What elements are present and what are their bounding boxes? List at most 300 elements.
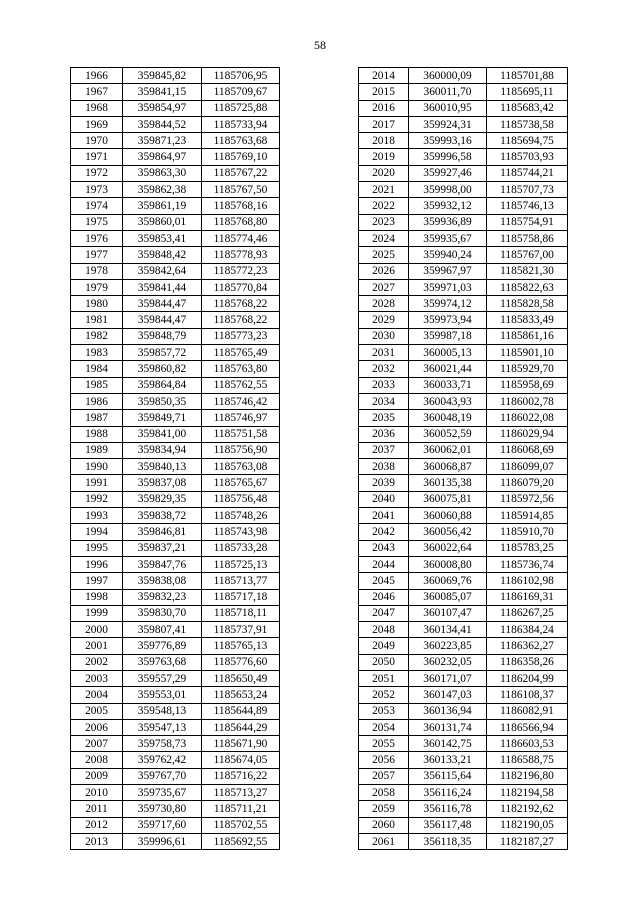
y-coordinate-cell: 1185768,80 <box>202 214 280 230</box>
table-row <box>71 670 280 686</box>
x-coordinate-cell: 359849,71 <box>123 410 202 426</box>
point-number-cell: 2046 <box>359 589 409 605</box>
table-row <box>71 377 280 393</box>
table-row <box>71 459 280 475</box>
x-coordinate-cell: 360056,42 <box>409 524 487 540</box>
y-coordinate-cell: 1185713,27 <box>202 785 280 801</box>
table-row <box>71 817 280 833</box>
y-coordinate-cell: 1182196,80 <box>487 768 568 784</box>
y-coordinate-cell: 1186358,26 <box>487 654 568 670</box>
x-coordinate-cell: 359832,23 <box>123 589 202 605</box>
x-coordinate-cell: 359864,84 <box>123 377 202 393</box>
x-coordinate-cell: 360060,88 <box>409 508 487 524</box>
x-coordinate-cell: 359547,13 <box>123 719 202 735</box>
y-coordinate-cell: 1185733,28 <box>202 540 280 556</box>
table-row <box>71 182 280 198</box>
x-coordinate-cell: 359845,82 <box>123 68 202 84</box>
point-number-cell: 2061 <box>359 833 409 849</box>
point-number-cell: 1990 <box>71 459 123 475</box>
y-coordinate-cell: 1185772,23 <box>202 263 280 279</box>
table-row <box>359 638 568 654</box>
point-number-cell: 1981 <box>71 312 123 328</box>
y-coordinate-cell: 1185770,84 <box>202 279 280 295</box>
x-coordinate-cell: 360171,07 <box>409 670 487 686</box>
point-number-cell: 1972 <box>71 165 123 181</box>
y-coordinate-cell: 1185756,48 <box>202 491 280 507</box>
y-coordinate-cell: 1185725,88 <box>202 100 280 116</box>
point-number-cell: 1989 <box>71 442 123 458</box>
table-row <box>71 768 280 784</box>
point-number-cell: 1998 <box>71 589 123 605</box>
point-number-cell: 2037 <box>359 442 409 458</box>
point-number-cell: 2048 <box>359 622 409 638</box>
x-coordinate-cell: 359846,81 <box>123 524 202 540</box>
point-number-cell: 1994 <box>71 524 123 540</box>
x-coordinate-cell: 359940,24 <box>409 247 487 263</box>
table-row <box>359 133 568 149</box>
x-coordinate-cell: 359971,03 <box>409 279 487 295</box>
x-coordinate-cell: 360022,64 <box>409 540 487 556</box>
x-coordinate-cell: 360033,71 <box>409 377 487 393</box>
y-coordinate-cell: 1186384,24 <box>487 622 568 638</box>
y-coordinate-cell: 1185650,49 <box>202 670 280 686</box>
y-coordinate-cell: 1185778,93 <box>202 247 280 263</box>
table-row <box>71 328 280 344</box>
y-coordinate-cell: 1185783,25 <box>487 540 568 556</box>
point-number-cell: 2057 <box>359 768 409 784</box>
table-row <box>71 198 280 214</box>
y-coordinate-cell: 1185776,60 <box>202 654 280 670</box>
y-coordinate-cell: 1182190,05 <box>487 817 568 833</box>
y-coordinate-cell: 1185692,55 <box>202 833 280 849</box>
x-coordinate-cell: 359829,35 <box>123 491 202 507</box>
y-coordinate-cell: 1185773,23 <box>202 328 280 344</box>
x-coordinate-cell: 360133,21 <box>409 752 487 768</box>
x-coordinate-cell: 360142,75 <box>409 736 487 752</box>
table-row <box>359 247 568 263</box>
x-coordinate-cell: 359841,15 <box>123 84 202 100</box>
point-number-cell: 1976 <box>71 230 123 246</box>
point-number-cell: 2054 <box>359 719 409 735</box>
x-coordinate-cell: 360147,03 <box>409 687 487 703</box>
x-coordinate-cell: 356115,64 <box>409 768 487 784</box>
x-coordinate-cell: 359850,35 <box>123 393 202 409</box>
point-number-cell: 1979 <box>71 279 123 295</box>
x-coordinate-cell: 360075,81 <box>409 491 487 507</box>
x-coordinate-cell: 360069,76 <box>409 573 487 589</box>
x-coordinate-cell: 360223,85 <box>409 638 487 654</box>
point-number-cell: 2033 <box>359 377 409 393</box>
point-number-cell: 2025 <box>359 247 409 263</box>
y-coordinate-cell: 1185763,68 <box>202 133 280 149</box>
x-coordinate-cell: 359935,67 <box>409 230 487 246</box>
table-row <box>71 133 280 149</box>
table-row <box>71 703 280 719</box>
y-coordinate-cell: 1185763,80 <box>202 361 280 377</box>
table-row <box>71 312 280 328</box>
y-coordinate-cell: 1185767,50 <box>202 182 280 198</box>
y-coordinate-cell: 1185746,13 <box>487 198 568 214</box>
y-coordinate-cell: 1185768,22 <box>202 312 280 328</box>
point-number-cell: 1971 <box>71 149 123 165</box>
x-coordinate-cell: 359927,46 <box>409 165 487 181</box>
point-number-cell: 2002 <box>71 654 123 670</box>
x-coordinate-cell: 359974,12 <box>409 296 487 312</box>
x-coordinate-cell: 359996,61 <box>123 833 202 849</box>
x-coordinate-cell: 360011,70 <box>409 84 487 100</box>
x-coordinate-cell: 359717,60 <box>123 817 202 833</box>
table-row <box>71 687 280 703</box>
y-coordinate-cell: 1185821,30 <box>487 263 568 279</box>
x-coordinate-cell: 359837,21 <box>123 540 202 556</box>
point-number-cell: 1999 <box>71 605 123 621</box>
x-coordinate-cell: 359848,42 <box>123 247 202 263</box>
y-coordinate-cell: 1186068,69 <box>487 442 568 458</box>
point-number-cell: 2031 <box>359 345 409 361</box>
point-number-cell: 2009 <box>71 768 123 784</box>
point-number-cell: 2056 <box>359 752 409 768</box>
y-coordinate-cell: 1185910,70 <box>487 524 568 540</box>
x-coordinate-cell: 359735,67 <box>123 785 202 801</box>
table-row <box>359 605 568 621</box>
point-number-cell: 2038 <box>359 459 409 475</box>
x-coordinate-cell: 359857,72 <box>123 345 202 361</box>
y-coordinate-cell: 1185901,10 <box>487 345 568 361</box>
x-coordinate-cell: 356118,35 <box>409 833 487 849</box>
point-number-cell: 2044 <box>359 556 409 572</box>
y-coordinate-cell: 1185756,90 <box>202 442 280 458</box>
x-coordinate-cell: 359838,72 <box>123 508 202 524</box>
y-coordinate-cell: 1186267,25 <box>487 605 568 621</box>
table-row <box>359 540 568 556</box>
table-row <box>71 247 280 263</box>
x-coordinate-cell: 359844,52 <box>123 116 202 132</box>
y-coordinate-cell: 1186566,94 <box>487 719 568 735</box>
table-row <box>359 687 568 703</box>
table-row <box>359 719 568 735</box>
x-coordinate-cell: 360135,38 <box>409 475 487 491</box>
x-coordinate-cell: 359841,44 <box>123 279 202 295</box>
point-number-cell: 1985 <box>71 377 123 393</box>
x-coordinate-cell: 359967,97 <box>409 263 487 279</box>
point-number-cell: 2018 <box>359 133 409 149</box>
y-coordinate-cell: 1185709,67 <box>202 84 280 100</box>
x-coordinate-cell: 360048,19 <box>409 410 487 426</box>
table-row <box>359 296 568 312</box>
table-row <box>71 296 280 312</box>
x-coordinate-cell: 359848,79 <box>123 328 202 344</box>
x-coordinate-cell: 356116,24 <box>409 785 487 801</box>
point-number-cell: 1983 <box>71 345 123 361</box>
y-coordinate-cell: 1186108,37 <box>487 687 568 703</box>
point-number-cell: 1973 <box>71 182 123 198</box>
point-number-cell: 2060 <box>359 817 409 833</box>
y-coordinate-cell: 1185748,26 <box>202 508 280 524</box>
point-number-cell: 2041 <box>359 508 409 524</box>
x-coordinate-cell: 359767,70 <box>123 768 202 784</box>
point-number-cell: 1986 <box>71 393 123 409</box>
point-number-cell: 2005 <box>71 703 123 719</box>
point-number-cell: 1966 <box>71 68 123 84</box>
x-coordinate-cell: 359854,97 <box>123 100 202 116</box>
x-coordinate-cell: 359841,00 <box>123 426 202 442</box>
x-coordinate-cell: 360107,47 <box>409 605 487 621</box>
y-coordinate-cell: 1186362,27 <box>487 638 568 654</box>
y-coordinate-cell: 1186169,31 <box>487 589 568 605</box>
x-coordinate-cell: 356116,78 <box>409 801 487 817</box>
table-row <box>71 736 280 752</box>
y-coordinate-cell: 1185703,93 <box>487 149 568 165</box>
point-number-cell: 2034 <box>359 393 409 409</box>
table-row <box>71 230 280 246</box>
x-coordinate-cell: 359862,38 <box>123 182 202 198</box>
table-row <box>71 524 280 540</box>
point-number-cell: 1987 <box>71 410 123 426</box>
table-row <box>359 100 568 116</box>
table-row <box>71 573 280 589</box>
x-coordinate-cell: 359834,94 <box>123 442 202 458</box>
point-number-cell: 2050 <box>359 654 409 670</box>
x-coordinate-cell: 359860,01 <box>123 214 202 230</box>
point-number-cell: 1980 <box>71 296 123 312</box>
point-number-cell: 2007 <box>71 736 123 752</box>
y-coordinate-cell: 1185769,10 <box>202 149 280 165</box>
y-coordinate-cell: 1185737,91 <box>202 622 280 638</box>
y-coordinate-cell: 1186588,75 <box>487 752 568 768</box>
table-row <box>71 393 280 409</box>
point-number-cell: 1991 <box>71 475 123 491</box>
y-coordinate-cell: 1185674,05 <box>202 752 280 768</box>
point-number-cell: 2028 <box>359 296 409 312</box>
point-number-cell: 1996 <box>71 556 123 572</box>
x-coordinate-cell: 359844,47 <box>123 296 202 312</box>
table-row <box>71 263 280 279</box>
x-coordinate-cell: 359844,47 <box>123 312 202 328</box>
y-coordinate-cell: 1182194,58 <box>487 785 568 801</box>
point-number-cell: 1984 <box>71 361 123 377</box>
point-number-cell: 1988 <box>71 426 123 442</box>
y-coordinate-cell: 1185644,29 <box>202 719 280 735</box>
table-row <box>359 116 568 132</box>
y-coordinate-cell: 1185765,13 <box>202 638 280 654</box>
point-number-cell: 1993 <box>71 508 123 524</box>
table-row <box>71 752 280 768</box>
table-row <box>71 442 280 458</box>
table-row <box>71 214 280 230</box>
point-number-cell: 2015 <box>359 84 409 100</box>
x-coordinate-cell: 360021,44 <box>409 361 487 377</box>
table-row <box>71 605 280 621</box>
table-row <box>359 736 568 752</box>
point-number-cell: 2059 <box>359 801 409 817</box>
y-coordinate-cell: 1186603,53 <box>487 736 568 752</box>
table-row <box>71 279 280 295</box>
y-coordinate-cell: 1185716,22 <box>202 768 280 784</box>
table-row <box>71 540 280 556</box>
x-coordinate-cell: 360000,09 <box>409 68 487 84</box>
x-coordinate-cell: 359730,80 <box>123 801 202 817</box>
x-coordinate-cell: 360010,95 <box>409 100 487 116</box>
x-coordinate-cell: 359853,41 <box>123 230 202 246</box>
point-number-cell: 2004 <box>71 687 123 703</box>
table-row <box>359 84 568 100</box>
x-coordinate-cell: 359871,23 <box>123 133 202 149</box>
point-number-cell: 2045 <box>359 573 409 589</box>
table-row <box>71 801 280 817</box>
table-row <box>71 426 280 442</box>
table-row <box>71 361 280 377</box>
table-row <box>359 508 568 524</box>
point-number-cell: 1978 <box>71 263 123 279</box>
point-number-cell: 2008 <box>71 752 123 768</box>
point-number-cell: 1970 <box>71 133 123 149</box>
point-number-cell: 1969 <box>71 116 123 132</box>
table-row <box>359 833 568 849</box>
table-row <box>71 410 280 426</box>
point-number-cell: 2020 <box>359 165 409 181</box>
x-coordinate-cell: 360085,07 <box>409 589 487 605</box>
y-coordinate-cell: 1185758,86 <box>487 230 568 246</box>
x-coordinate-cell: 360136,94 <box>409 703 487 719</box>
y-coordinate-cell: 1182187,27 <box>487 833 568 849</box>
y-coordinate-cell: 1186082,91 <box>487 703 568 719</box>
table-row <box>359 230 568 246</box>
x-coordinate-cell: 359987,18 <box>409 328 487 344</box>
point-number-cell: 1967 <box>71 84 123 100</box>
table-row <box>71 654 280 670</box>
y-coordinate-cell: 1185822,63 <box>487 279 568 295</box>
x-coordinate-cell: 360068,87 <box>409 459 487 475</box>
table-row <box>71 345 280 361</box>
x-coordinate-cell: 359837,08 <box>123 475 202 491</box>
y-coordinate-cell: 1185644,89 <box>202 703 280 719</box>
x-coordinate-cell: 359860,82 <box>123 361 202 377</box>
y-coordinate-cell: 1186099,07 <box>487 459 568 475</box>
table-row <box>71 508 280 524</box>
table-row <box>359 491 568 507</box>
y-coordinate-cell: 1186079,20 <box>487 475 568 491</box>
y-coordinate-cell: 1185695,11 <box>487 84 568 100</box>
point-number-cell: 1975 <box>71 214 123 230</box>
x-coordinate-cell: 356117,48 <box>409 817 487 833</box>
table-row <box>71 116 280 132</box>
y-coordinate-cell: 1185717,18 <box>202 589 280 605</box>
table-row <box>359 752 568 768</box>
x-coordinate-cell: 359553,01 <box>123 687 202 703</box>
table-row <box>71 100 280 116</box>
y-coordinate-cell: 1185929,70 <box>487 361 568 377</box>
x-coordinate-cell: 359763,68 <box>123 654 202 670</box>
table-row <box>359 459 568 475</box>
y-coordinate-cell: 1185736,74 <box>487 556 568 572</box>
y-coordinate-cell: 1185768,22 <box>202 296 280 312</box>
point-number-cell: 2006 <box>71 719 123 735</box>
point-number-cell: 2003 <box>71 670 123 686</box>
page-number: 58 <box>314 38 326 52</box>
coordinates-table-right <box>358 67 568 850</box>
y-coordinate-cell: 1185718,11 <box>202 605 280 621</box>
table-row <box>359 345 568 361</box>
table-row <box>359 68 568 84</box>
table-row <box>359 279 568 295</box>
point-number-cell: 2013 <box>71 833 123 849</box>
y-coordinate-cell: 1185701,88 <box>487 68 568 84</box>
point-number-cell: 2024 <box>359 230 409 246</box>
point-number-cell: 2058 <box>359 785 409 801</box>
x-coordinate-cell: 359838,08 <box>123 573 202 589</box>
point-number-cell: 1992 <box>71 491 123 507</box>
x-coordinate-cell: 359936,89 <box>409 214 487 230</box>
x-coordinate-cell: 359842,64 <box>123 263 202 279</box>
x-coordinate-cell: 359762,42 <box>123 752 202 768</box>
x-coordinate-cell: 360008,80 <box>409 556 487 572</box>
point-number-cell: 2023 <box>359 214 409 230</box>
y-coordinate-cell: 1185744,21 <box>487 165 568 181</box>
table-row <box>359 393 568 409</box>
y-coordinate-cell: 1185972,56 <box>487 491 568 507</box>
y-coordinate-cell: 1185767,00 <box>487 247 568 263</box>
point-number-cell: 1982 <box>71 328 123 344</box>
y-coordinate-cell: 1185833,49 <box>487 312 568 328</box>
y-coordinate-cell: 1185754,91 <box>487 214 568 230</box>
point-number-cell: 1995 <box>71 540 123 556</box>
table-row <box>71 491 280 507</box>
point-number-cell: 2036 <box>359 426 409 442</box>
x-coordinate-cell: 359973,94 <box>409 312 487 328</box>
table-row <box>71 68 280 84</box>
table-row <box>359 817 568 833</box>
table-row <box>71 556 280 572</box>
y-coordinate-cell: 1182192,62 <box>487 801 568 817</box>
y-coordinate-cell: 1185743,98 <box>202 524 280 540</box>
table-row <box>359 361 568 377</box>
table-row <box>71 638 280 654</box>
table-row <box>359 475 568 491</box>
x-coordinate-cell: 359998,00 <box>409 182 487 198</box>
x-coordinate-cell: 359993,16 <box>409 133 487 149</box>
table-row <box>359 442 568 458</box>
y-coordinate-cell: 1186102,98 <box>487 573 568 589</box>
y-coordinate-cell: 1186022,08 <box>487 410 568 426</box>
table-row <box>71 149 280 165</box>
table-row <box>359 573 568 589</box>
y-coordinate-cell: 1186029,94 <box>487 426 568 442</box>
y-coordinate-cell: 1185751,58 <box>202 426 280 442</box>
y-coordinate-cell: 1185765,49 <box>202 345 280 361</box>
table-row <box>359 165 568 181</box>
point-number-cell: 2026 <box>359 263 409 279</box>
point-number-cell: 2053 <box>359 703 409 719</box>
y-coordinate-cell: 1185683,42 <box>487 100 568 116</box>
x-coordinate-cell: 360131,74 <box>409 719 487 735</box>
table-row <box>71 589 280 605</box>
table-row <box>359 556 568 572</box>
x-coordinate-cell: 359807,41 <box>123 622 202 638</box>
x-coordinate-cell: 359776,89 <box>123 638 202 654</box>
point-number-cell: 2029 <box>359 312 409 328</box>
y-coordinate-cell: 1185762,55 <box>202 377 280 393</box>
y-coordinate-cell: 1185725,13 <box>202 556 280 572</box>
y-coordinate-cell: 1185706,95 <box>202 68 280 84</box>
point-number-cell: 2017 <box>359 116 409 132</box>
point-number-cell: 1977 <box>71 247 123 263</box>
y-coordinate-cell: 1185653,24 <box>202 687 280 703</box>
point-number-cell: 2010 <box>71 785 123 801</box>
point-number-cell: 2019 <box>359 149 409 165</box>
y-coordinate-cell: 1186204,99 <box>487 670 568 686</box>
point-number-cell: 2014 <box>359 68 409 84</box>
table-row <box>359 312 568 328</box>
